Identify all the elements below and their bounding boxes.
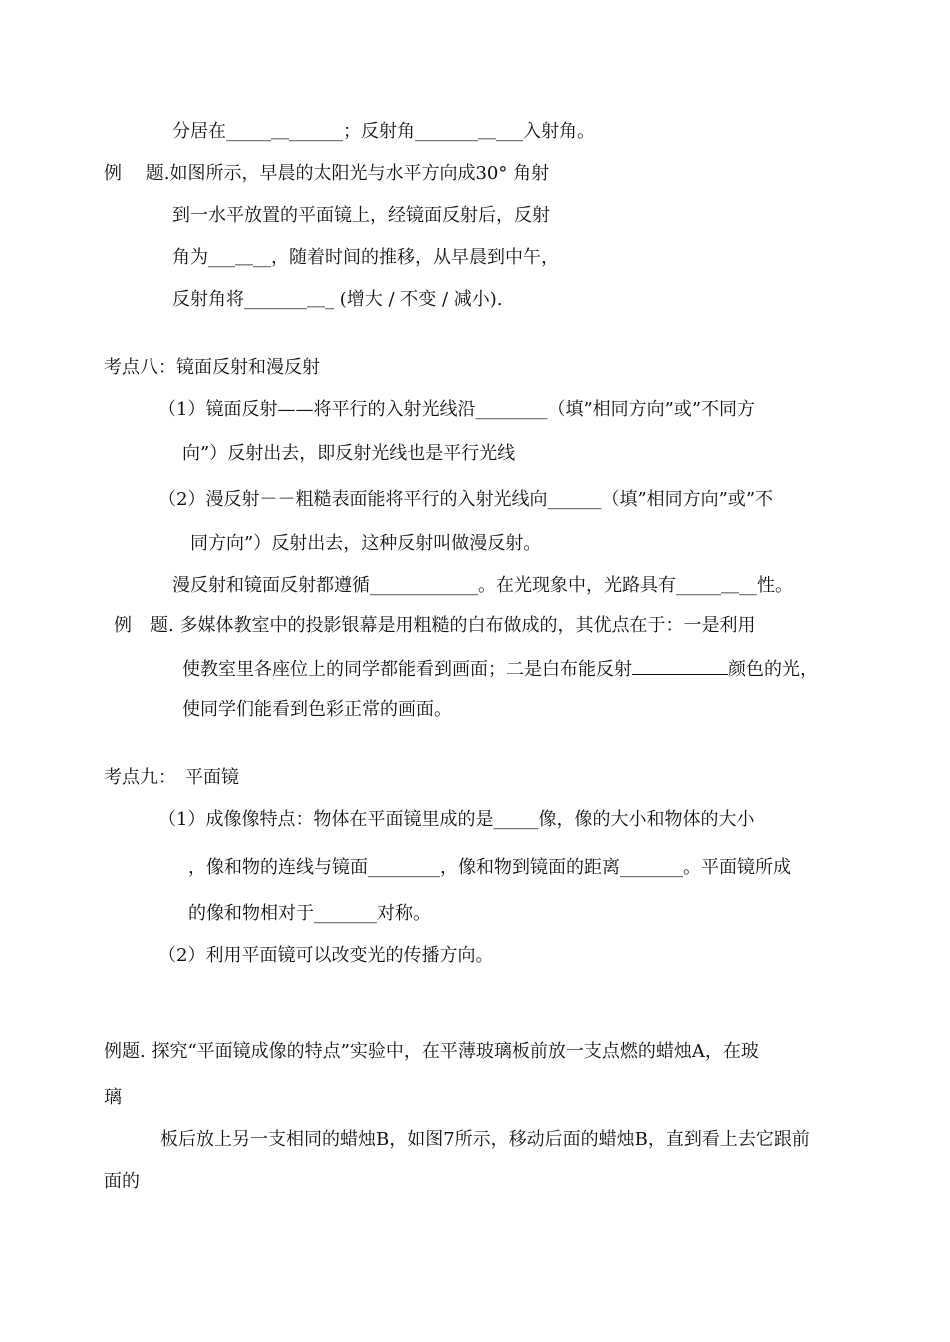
text-line-9: （2）漫反射－－粗糙表面能将平行的入射光线向______（填”相同方向”或”不	[158, 489, 774, 510]
text-line-3: 到一水平放置的平面镜上，经镜面反射后，反射	[172, 205, 550, 226]
section-heading-9: 考点九： 平面镜	[104, 767, 239, 788]
text-line-11: 漫反射和镜面反射都遵循____________。在光现象中，光路具有_____＿__性。	[172, 575, 793, 596]
text-line-18: 的像和物相对于_______对称。	[188, 903, 431, 924]
text-line-16: （1）成像像特点：物体在平面镜里成的是_____像，像的大小和物体的大小	[158, 809, 755, 830]
text-line-1: 分居在_____＿______；反射角_______＿___入射角。	[172, 121, 595, 142]
text-line-21: 璃	[104, 1087, 122, 1108]
text-line-17: ，像和物的连线与镜面________，像和物到镜面的距离_______。平面镜所成	[188, 857, 791, 878]
text-line-4: 角为___＿__，随着时间的推移，从早晨到中午，	[172, 247, 559, 268]
text-line-10: 同方向”）反射出去，这种反射叫做漫反射。	[190, 533, 542, 554]
example-intro-line: 例 题.如图所示，早晨的太阳光与水平方向成30° 角射	[104, 163, 550, 184]
text-line-13	[182, 656, 818, 682]
text-line-13-part-a: 使教室里各座位上的同学都能看到画面；二是白布能反射	[182, 659, 632, 680]
text-line-19: （2）利用平面镜可以改变光的传播方向。	[158, 945, 494, 966]
answer-blank-underline	[632, 656, 728, 675]
text-line-5: 反射角将_______＿_ (增大 / 不变 / 减小).	[172, 289, 503, 310]
text-line-7: （1）镜面反射——将平行的入射光线沿________（填”相同方向”或”不同方	[158, 399, 756, 420]
text-line-13-part-b: 颜色的光，	[728, 659, 818, 680]
example-line-12: 例 题. 多媒体教室中的投影银幕是用粗糙的白布做成的，其优点在于：一是利用	[114, 615, 756, 636]
text-line-8: 向”）反射出去，即反射光线也是平行光线	[182, 443, 516, 464]
text-line-23: 面的	[104, 1171, 140, 1192]
text-line-22: 板后放上另一支相同的蜡烛B，如图7所示，移动后面的蜡烛B，直到看上去它跟前	[160, 1129, 810, 1150]
section-heading-8: 考点八：镜面反射和漫反射	[104, 357, 320, 378]
text-line-14: 使同学们能看到色彩正常的画面。	[182, 699, 452, 720]
example-line-20: 例题. 探究“平面镜成像的特点”实验中，在平薄玻璃板前放一支点燃的蜡烛A，在玻	[104, 1041, 759, 1062]
